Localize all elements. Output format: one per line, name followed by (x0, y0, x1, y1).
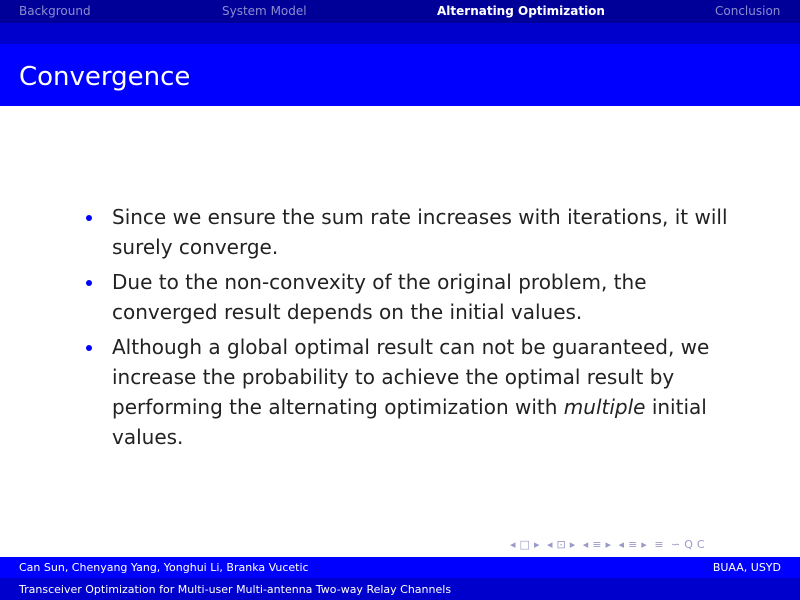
next-frame-icon[interactable]: ▸ (533, 538, 540, 551)
bullet-item (86, 267, 736, 327)
bullet-emphasis: multiple (563, 395, 646, 419)
subsection-icon[interactable]: ⊡ (556, 538, 566, 551)
footer-authors: Can Sun, Chenyang Yang, Yonghui Li, Branka Vucetic (19, 561, 309, 574)
footer-talk-title: Transceiver Optimization for Multi-user Multi-antenna Two-way Relay Channels (19, 583, 452, 596)
next-subsection-icon[interactable]: ▸ (569, 538, 576, 551)
section-icon[interactable]: ≡ (592, 538, 602, 551)
bullet-icon (86, 280, 92, 286)
frame-title: Convergence (19, 62, 191, 92)
footer-title-bar (0, 578, 800, 600)
nav-section-system-model[interactable]: System Model (222, 4, 307, 18)
next-document-icon[interactable]: ▸ (641, 538, 647, 551)
slide-content (0, 106, 800, 546)
bullet-icon (86, 215, 92, 221)
subsection-strip (0, 23, 800, 44)
back-icon[interactable]: ∽ (671, 538, 681, 551)
appendix-icon[interactable]: ≡ (654, 538, 664, 551)
bullet-text: Since we ensure the sum rate increases with iterations, it will surely converge. (112, 205, 728, 259)
bullet-text-after: initial values. (112, 395, 707, 449)
prev-frame-icon[interactable]: ◂ (510, 538, 516, 551)
section-navigation-bar (0, 0, 800, 23)
bullet-icon (86, 345, 92, 351)
bullet-text-before: Although a global optimal result can not be guaranteed, we increase the probability to achieve the optimal result by performing the alternating optimization with (112, 335, 710, 419)
search-icon[interactable]: Q (684, 538, 693, 551)
bullet-item (86, 332, 736, 452)
bullet-item (86, 202, 736, 262)
beamer-navigation-symbols (510, 538, 709, 552)
bullet-list (86, 202, 736, 457)
forward-icon[interactable]: C (696, 538, 705, 551)
nav-section-alternating-optimization[interactable]: Alternating Optimization (437, 4, 605, 18)
prev-section-icon[interactable]: ◂ (582, 538, 589, 551)
document-icon[interactable]: ≡ (628, 538, 638, 551)
next-section-icon[interactable]: ▸ (605, 538, 612, 551)
footer-affiliation: BUAA, USYD (712, 561, 781, 574)
bullet-text: Due to the non-convexity of the original problem, the converged result depends on the initial values. (112, 270, 647, 324)
footer-authors-bar (0, 557, 800, 578)
prev-document-icon[interactable]: ◂ (618, 538, 625, 551)
nav-section-background[interactable]: Background (19, 4, 91, 18)
nav-section-conclusion[interactable]: Conclusion (715, 4, 781, 18)
frame-icon[interactable]: □ (519, 538, 530, 551)
prev-subsection-icon[interactable]: ◂ (546, 538, 553, 551)
